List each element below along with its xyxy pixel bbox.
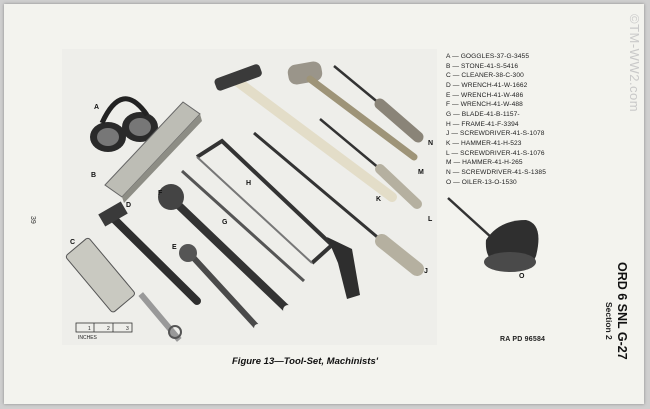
page-number: 39 xyxy=(29,216,36,224)
label-g: G xyxy=(222,219,228,226)
oiler-illustration xyxy=(444,190,559,290)
legend-item: E — WRENCH-41-W-486 xyxy=(446,91,524,99)
scale-unit: INCHES xyxy=(78,335,97,341)
inch-scale xyxy=(76,323,132,341)
legend-item: O — OILER-13-O-1530 xyxy=(446,178,517,186)
tool-illustration xyxy=(62,49,437,345)
ra-code: RA PD 96584 xyxy=(500,336,546,343)
scale-tick-2: 2 xyxy=(107,326,110,332)
label-a: A xyxy=(94,104,100,111)
legend-item: M — HAMMER-41-H-265 xyxy=(446,159,523,167)
legend-item: J — SCREWDRIVER-41-S-1078 xyxy=(446,130,545,138)
figure-caption: Figure 13—Tool-Set, Machinists' xyxy=(232,356,379,367)
label-l: L xyxy=(428,216,433,223)
watermark: ©TM-WW2.com xyxy=(627,14,642,113)
legend-item: K — HAMMER-41-H-523 xyxy=(446,139,522,147)
parts-legend xyxy=(446,52,596,187)
cleaner-illustration xyxy=(65,237,181,342)
legend-item: A — GOGGLES-37-G-3455 xyxy=(446,53,530,60)
label-b: B xyxy=(91,172,97,179)
side-title: ORD 6 SNL G-27 xyxy=(615,262,629,360)
mallet-illustration xyxy=(287,60,414,157)
label-d: D xyxy=(126,202,132,209)
label-m: M xyxy=(418,169,424,176)
label-o: O xyxy=(519,273,525,280)
legend-item: L — SCREWDRIVER-41-S-1076 xyxy=(446,149,545,157)
legend-item: N — SCREWDRIVER-41-S-1385 xyxy=(446,168,546,176)
screwdriver-l-illustration xyxy=(320,119,417,204)
legend-item: F — WRENCH-41-W-488 xyxy=(446,101,523,109)
side-section: Section 2 xyxy=(604,302,614,340)
label-j: J xyxy=(424,268,428,275)
label-c: C xyxy=(70,239,76,246)
label-f: F xyxy=(158,190,163,197)
label-n: N xyxy=(428,140,434,147)
manual-page xyxy=(4,4,644,404)
legend-item: G — BLADE-41-B-1157- xyxy=(446,110,520,118)
legend-item: D — WRENCH-41-W-1662 xyxy=(446,81,528,89)
scale-tick-1: 1 xyxy=(88,326,91,332)
label-h: H xyxy=(246,180,252,187)
small-wrench-illustration xyxy=(179,244,262,332)
legend-item: B — STONE-41-S-5416 xyxy=(446,62,519,70)
label-e: E xyxy=(172,244,177,251)
legend-item: C — CLEANER-38-C-300 xyxy=(446,72,524,80)
label-k: K xyxy=(376,196,382,203)
tool-set-photo xyxy=(62,49,437,345)
scale-tick-3: 3 xyxy=(126,326,129,332)
legend-item: H — FRAME-41-F-3394 xyxy=(446,120,519,128)
